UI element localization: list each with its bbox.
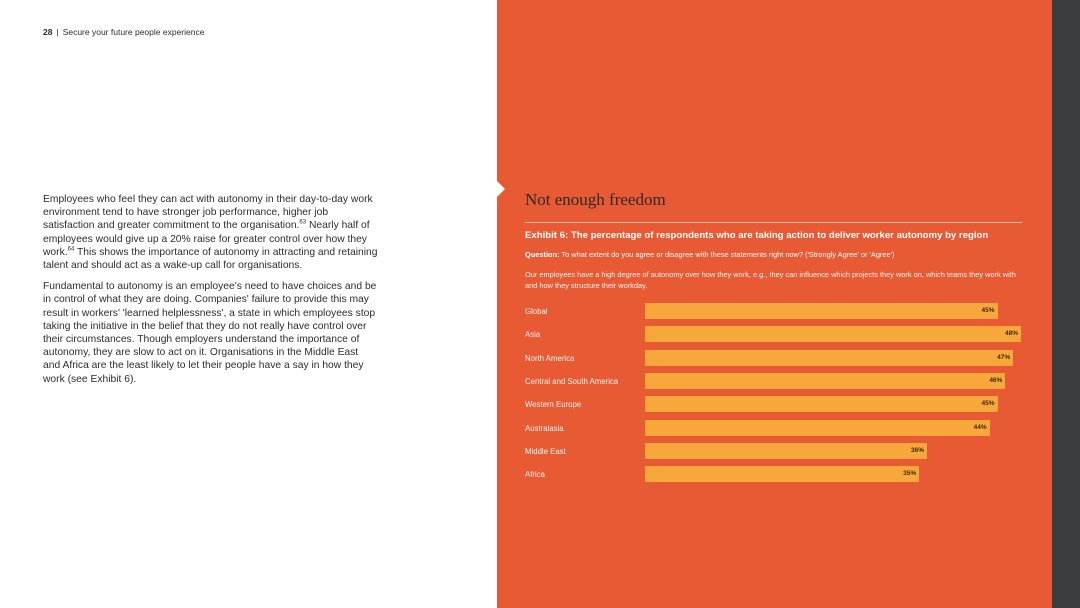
question-text: To what extent do you agree or disagree with these statements right now? ('Strongly Agree' or 'Agree') [559, 250, 895, 259]
category-label-global: Global [525, 307, 548, 316]
bar-asia [645, 326, 1021, 342]
footnote-ref-64[interactable]: 64 [67, 246, 75, 253]
bar-global [645, 303, 998, 319]
dark-edge-strip [1052, 0, 1080, 608]
header-title: Secure your future people experience [62, 27, 205, 37]
body-text [43, 193, 378, 394]
page-number: 28 [43, 27, 53, 37]
category-label-middle-east: Middle East [525, 446, 566, 456]
paragraph-2: Fundamental to autonomy is an employee's need to have choices and be in control of what they are doing. Companies' failure to provide this may result in workers' 'learned helplessness', a state in which employees stop taking the initiative in the belief that they do not really have control over their circumstances. Though employers understand the importance of autonomy, they are slow to act on it. Organisations in the Middle East and Africa are the least likely to let their people have a say in how they work (see Exhibit 6). [43, 281, 377, 385]
bar-middle-east [645, 443, 927, 459]
section-title: Not enough freedom [525, 190, 666, 209]
bar-value-middle-east: 36% [910, 446, 924, 454]
question-label: Question: [525, 250, 560, 259]
left-page [0, 0, 497, 608]
bar-value-central-and-south-america: 46% [989, 376, 1003, 384]
category-label-asia: Asia [525, 330, 541, 340]
paragraph-1-part2: Nearly half of employees would give up a 20% raise for greater control over how they work. [43, 220, 370, 258]
paragraph-1-part3: This shows the importance of autonomy in attracting and retaining talent and should act as a wake-up call for organisations. [43, 246, 378, 272]
bar-western-europe [645, 396, 998, 412]
bar-value-africa: 35% [903, 470, 917, 478]
bar-value-western-europe: 45% [981, 400, 995, 408]
survey-question [525, 250, 894, 259]
category-label-central-and-south-america: Central and South America [525, 376, 619, 386]
bar-australasia [645, 420, 990, 436]
paragraph-1-part1: Employees who feel they can act with autonomy in their day-to-day work environment tend to have stronger job performance, higher job satisfaction and greater commitment to the organisation. [43, 194, 373, 232]
page-header [43, 27, 204, 37]
bar-value-north-america: 47% [997, 353, 1011, 361]
category-label-africa: Africa [525, 470, 545, 480]
survey-statement: Our employees have a high degree of autonomy over how they work, e.g., they can influence which projects they work on, which teams they work with and how they structure their workday. [525, 270, 1016, 290]
paragraph-1 [43, 193, 378, 272]
bar-central-and-south-america [645, 373, 1005, 389]
category-label-western-europe: Western Europe [525, 400, 582, 410]
bar-value-global: 45% [981, 307, 995, 314]
category-label-north-america: North America [525, 353, 575, 363]
title-divider [525, 222, 1022, 223]
category-label-australasia: Australasia [525, 423, 564, 433]
bar-value-australasia: 44% [973, 423, 987, 431]
footnote-ref-63[interactable]: 63 [299, 219, 307, 226]
exhibit-title: Exhibit 6: The percentage of respondents who are taking action to deliver worker autonomy by region [525, 230, 989, 241]
bar-value-asia: 48% [1004, 330, 1018, 338]
bar-africa [645, 466, 919, 482]
bar-north-america [645, 350, 1013, 366]
header-separator: | [56, 27, 59, 37]
panel-notch [497, 181, 505, 197]
